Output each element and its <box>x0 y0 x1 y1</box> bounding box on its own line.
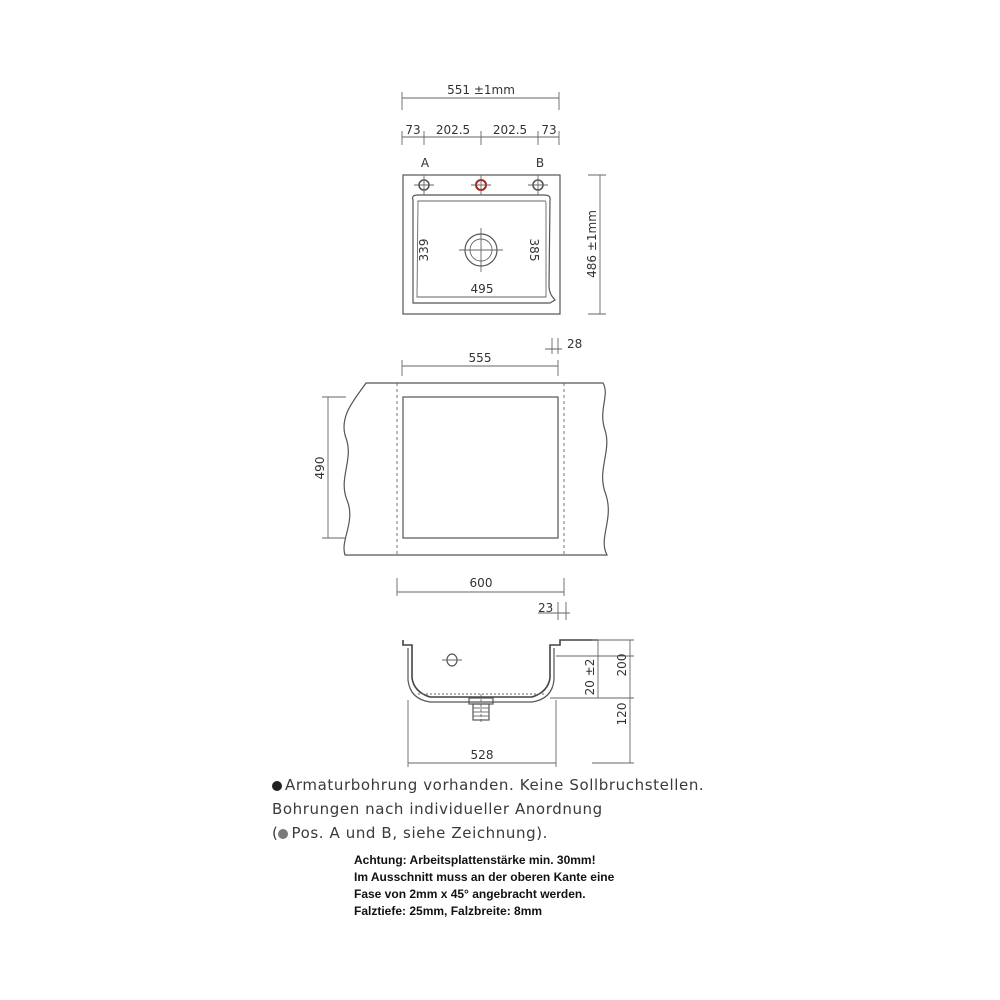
bottom-width-label: 528 <box>470 748 494 762</box>
note-line-2: Bohrungen nach individueller Anordnung <box>272 800 603 818</box>
cutout-rectangle <box>403 397 558 538</box>
inner-width-label: 495 <box>470 282 494 296</box>
hole-b-label: B <box>535 156 545 170</box>
hole-a-label: A <box>420 156 430 170</box>
grey-dot-icon <box>278 829 288 839</box>
drain-height-label: 120 <box>615 702 629 726</box>
note-line-1-text: Armaturbohrung vorhanden. Keine Sollbruchstellen. <box>285 776 705 794</box>
warning-line-2: Im Ausschnitt muss an der oberen Kante eine <box>354 870 615 884</box>
outer-depth-label: 486 ±1mm <box>585 210 599 278</box>
cutout-height-label: 490 <box>313 456 327 480</box>
offset-right-label: 73 <box>541 123 557 137</box>
drain-icon <box>459 228 503 272</box>
note-line-3-text: Pos. A und B, siehe Zeichnung). <box>291 824 549 842</box>
total-height-label: 200 <box>615 653 629 677</box>
tap-hole-a-icon <box>414 175 434 195</box>
tap-hole-b-icon <box>528 175 548 195</box>
warning-line-4: Falztiefe: 25mm, Falzbreite: 8mm <box>354 904 543 918</box>
top-view <box>402 83 606 314</box>
warning-line-3: Fase von 2mm x 45° angebracht werden. <box>354 887 586 901</box>
rim-height-label: 20 ±2 <box>583 658 597 696</box>
rim-width-label: 555 <box>468 351 492 365</box>
offset-mid-right-label: 202.5 <box>492 123 528 137</box>
sink-section-inner <box>408 648 554 702</box>
cabinet-width-label: 600 <box>469 576 493 590</box>
offset-left-label: 73 <box>405 123 421 137</box>
sink-section-outer <box>403 640 598 697</box>
note-line-3-prefix: ( <box>272 824 279 842</box>
tap-hole-center-icon <box>471 175 491 195</box>
rim-offset-label: 28 <box>567 337 583 351</box>
section-view <box>403 601 634 767</box>
overflow-icon <box>442 654 462 666</box>
countertop-outline <box>344 383 608 555</box>
inner-height-label: 339 <box>417 238 431 262</box>
note-line-3 <box>272 824 548 842</box>
cutout-view <box>313 337 608 596</box>
inner-depth-label: 385 <box>527 238 541 262</box>
offset-mid-left-label: 202.5 <box>435 123 471 137</box>
top-offset-label: 23 <box>538 601 554 615</box>
note-line-1 <box>272 776 704 794</box>
warning-line-1: Achtung: Arbeitsplattenstärke min. 30mm! <box>354 853 596 867</box>
width-dimension-label: 551 ±1mm <box>447 83 515 97</box>
black-bullet-icon <box>272 781 282 791</box>
drain-fitting-icon <box>469 694 493 724</box>
